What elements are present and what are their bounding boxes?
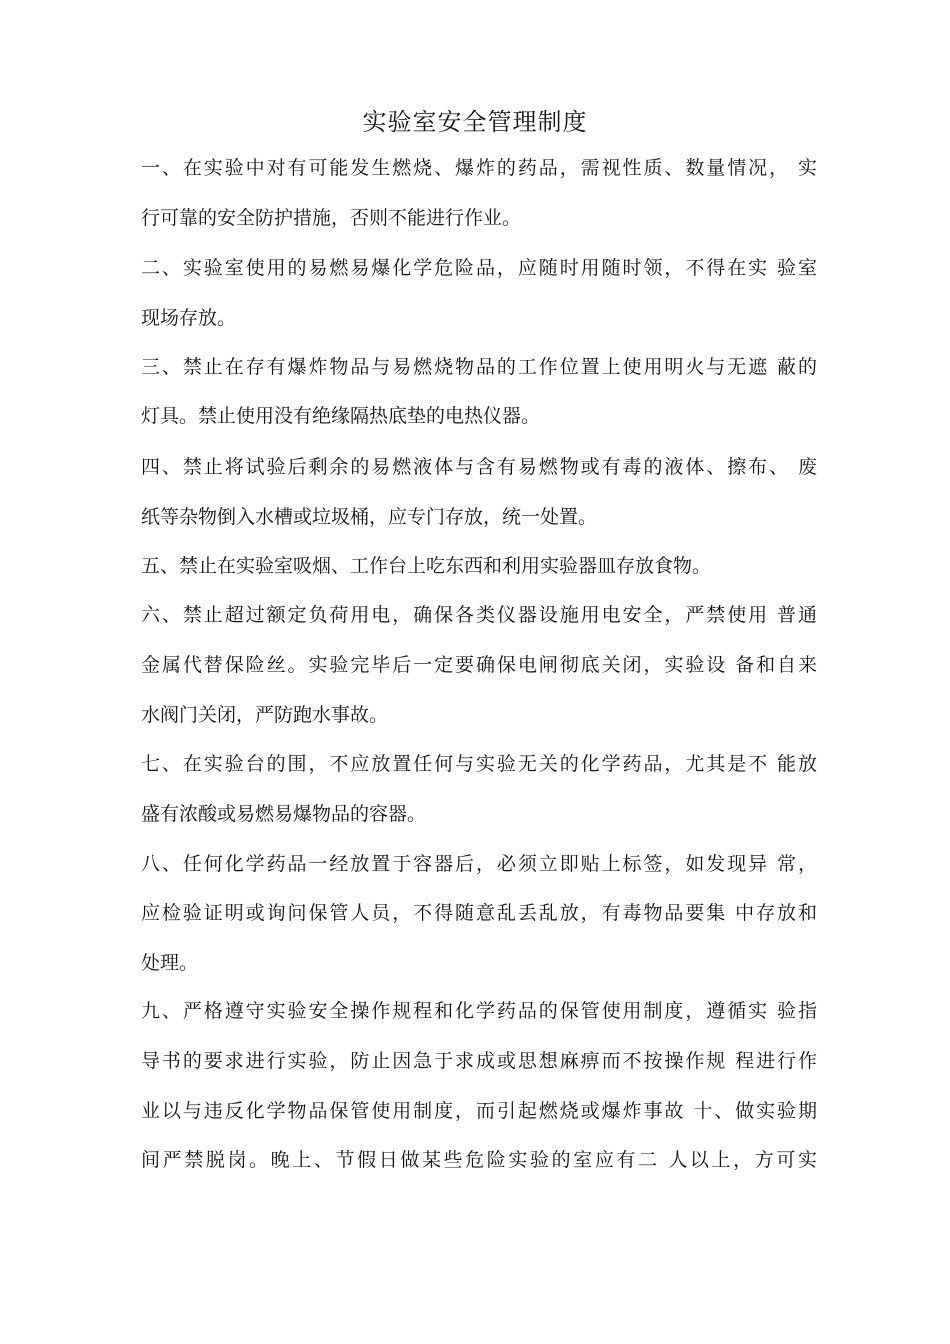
text-line: 四、禁止将试验后剩余的易燃液体与含有易燃物或有毒的液体、擦布、 废 [141, 456, 817, 478]
text-line: 九、严格遵守实验安全操作规程和化学药品的保管使用制度，遵循实 验指 [141, 1000, 817, 1022]
text-line: 七、在实验台的围，不应放置任何与实验无关的化学药品，尤其是不 能放 [141, 753, 817, 775]
text-line: 八、任何化学药品一经放置于容器后，必须立即贴上标签，如发现异 常， [141, 853, 817, 875]
text-line: 处理。 [141, 952, 199, 974]
text-line: 行可靠的安全防护措施，否则不能进行作业。 [141, 207, 522, 229]
text-line: 六、禁止超过额定负荷用电，确保各类仪器设施用电安全，严禁使用 普通 [141, 604, 817, 626]
text-line: 灯具。禁止使用没有绝缘隔热底垫的电热仪器。 [141, 405, 541, 427]
document-title: 实验室安全管理制度 [362, 108, 588, 136]
text-line: 水阀门关闭，严防跑水事故。 [141, 704, 389, 726]
text-line: 三、禁止在存有爆炸物品与易燃烧物品的工作位置上使用明火与无遮 蔽的 [141, 356, 817, 378]
text-line: 现场存放。 [141, 307, 237, 329]
text-line: 纸等杂物倒入水槽或垃圾桶，应专门存放，统一处置。 [141, 506, 598, 528]
text-line: 应检验证明或询问保管人员，不得随意乱丢乱放，有毒物品要集 中存放和 [141, 902, 817, 924]
text-line: 业以与违反化学物品保管使用制度，而引起燃烧或爆炸事故 十、做实验期 [141, 1100, 817, 1122]
text-line: 二、实验室使用的易燃易爆化学危险品，应随时用随时领，不得在实 验室 [141, 257, 817, 279]
text-line: 五、禁止在实验室吸烟、工作台上吃东西和利用实验器皿存放食物。 [141, 555, 712, 577]
text-line: 间严禁脱岗。晚上、节假日做某些危险实验的室应有二 人以上，方可实 [141, 1149, 817, 1171]
text-line: 盛有浓酸或易燃易爆物品的容器。 [141, 803, 427, 825]
text-line: 一、在实验中对有可能发生燃烧、爆炸的药品，需视性质、数量情况， 实 [141, 157, 817, 179]
text-line: 金属代替保险丝。实验完毕后一定要确保电闸彻底关闭，实验设 备和自来 [141, 654, 817, 676]
text-line: 导书的要求进行实验，防止因急于求成或思想麻痹而不按操作规 程进行作 [141, 1050, 817, 1072]
